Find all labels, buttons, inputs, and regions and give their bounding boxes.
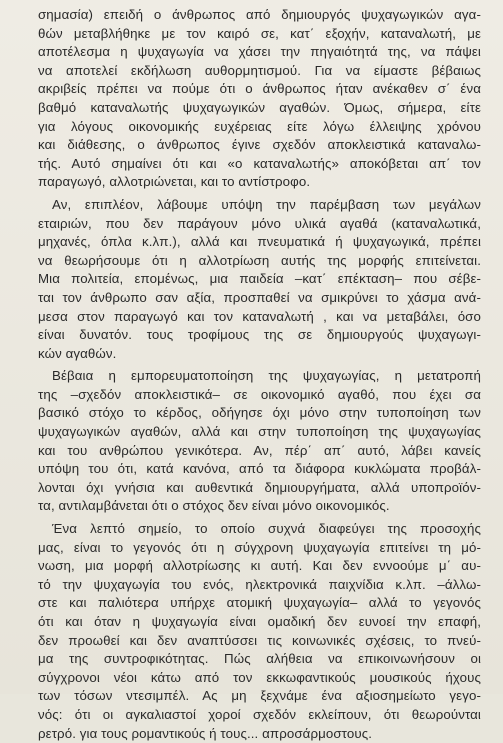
- text-line: ότι και όταν η ψυχαγωγία είναι ομαδική δεν ευνοεί την επαφή,: [38, 614, 481, 629]
- paragraph-2: [38, 196, 481, 363]
- text-line: θών μεταβλήθηκε με τον καιρό σε, κατ΄ εξοχήν, καταναλωτή, με: [38, 25, 481, 41]
- text-line: Βέβαια η εμπορευματοποίηση της ψυχαγωγίας, η μετατροπή: [52, 368, 481, 384]
- text-line: μα της συντροφικότητας. Πώς αλήθεια να επικοινωνήσουν οι: [38, 651, 481, 667]
- text-line: μηχανές, όπλα κ.λπ.), αλλά και πνευματικά ή ψυχαγωγικά, πρέπει: [38, 234, 481, 250]
- text-line: ται τον άνθρωπο σαν αξία, προσπαθεί να σμικρύνει το χάσμα ανά-: [38, 289, 481, 305]
- text-line: σύγχρονοι νέοι κάτω από τον εκκωφαντικούς μουσικούς ήχους: [38, 669, 481, 685]
- text-line: μεσα στον παραγωγό και τον καταναλωτή , και να μεταβάλει, όσο: [38, 308, 481, 324]
- text-line: των τόσων ντεσιμπέλ. Ας μη ξεχνάμε ένα αξιοσημείωτο γεγο-: [38, 688, 481, 704]
- text-line: τό την ψυχαγωγία του ενός, ηλεκτρονικά παιχνίδια κ.λπ. –άλλω-: [38, 576, 481, 592]
- text-line: να θεωρήσουμε ότι η αλλοτρίωση αυτής της μορφής επιτείνεται.: [38, 252, 481, 268]
- text-line: μας, είναι το γεγονός ότι η σύγχρονη ψυχαγωγία επιτείνει τη μό-: [38, 539, 481, 555]
- text-line: τής. Αυτό σημαίνει ότι και «ο καταναλωτής» αποκόβεται απ΄ τον: [38, 155, 481, 171]
- text-line: νωση, μια μορφή αλλοτρίωσης κι αυτή. Και δεν εννοούμε μ΄ αυ-: [38, 558, 481, 574]
- text-line: κών αγαθών.: [38, 345, 117, 361]
- text-line: ακριβείς πρέπει να πούμε ότι ο άνθρωπος ήταν ανέκαθεν σ΄ ένα: [38, 81, 481, 97]
- text-line: υπόψη του ότι, κατά κανόνα, από τα διάφορα κυκλώματα προβάλ-: [38, 461, 481, 477]
- text-line: στε και παλιότερα υπήρχε ατομική ψυχαγωγία– αλλά το γεγονός: [38, 595, 481, 611]
- text-line: βασικό στόχο το κέρδος, οδήγησε όχι μόνο στην τυποποίηση των: [38, 405, 481, 421]
- text-line: Ένα λεπτό σημείο, το οποίο συχνά διαφεύγει της προσοχής: [52, 521, 481, 537]
- text-line: αποτέλεσμα η ψυχαγωγία να χάσει την πηγαιότητά της, να πάψει: [38, 44, 481, 60]
- text-line: ψυχαγωγικών αγαθών, αλλά και στην τυποποίηση της ψυχαγωγίας: [38, 424, 481, 440]
- text-line: να αποτελεί εκδήλωση αυθορμητισμού. Για να είμαστε βέβαιως: [38, 62, 481, 78]
- paragraph-1: [38, 6, 481, 192]
- paragraph-4: [38, 520, 481, 743]
- text-line: για λόγους οικονομικής ευχέρειας είτε λόγω έλλειψης χρόνου: [38, 118, 481, 134]
- paragraph-3: [38, 367, 481, 516]
- text-line: Μια πολιτεία, επομένως, μια παιδεία –κατ΄ επέκταση– που σέβε-: [38, 271, 481, 287]
- text-line: Αν, επιπλέον, λάβουμε υπόψη την παρέμβαση των μεγάλων: [52, 196, 481, 212]
- text-line: λονται όχι γνήσια και αυθεντικά δημιουργήματα, αλλά υποπροϊόν-: [38, 479, 481, 495]
- text-line: και του ανθρώπου γενικότερα. Αν, πέρ΄ απ΄ αυτό, λάβει κανείς: [38, 442, 481, 458]
- text-line: και διάθεσης, ο άνθρωπος έγινε σχεδόν αποκλειστικά καταναλω-: [38, 137, 481, 153]
- text-line: παραγωγό, αλλοτριώνεται, και το αντίστροφο.: [38, 174, 311, 190]
- text-line: δεν προωθεί και δεν αναπτύσσει τις κοινωνικές σχέσεις, το πνεύ-: [38, 632, 481, 648]
- text-line: εταιριών, που δεν παράγουν μόνο υλικά αγαθά (καταναλωτικά,: [38, 215, 481, 231]
- text-line: τα, αντιλαμβάνεται ότι ο στόχος δεν είναι μόνο οικονομικός.: [38, 498, 390, 514]
- text-line: βαθμό καταναλωτής ψυχαγωγικών αγαθών. Όμως, σήμερα, είτε: [38, 99, 481, 115]
- text-line: νός: ότι οι αγκαλιαστοί χοροί σχεδόν εκλείπουν, ότι θεωρούνται: [38, 706, 481, 722]
- text-line: ρετρό. για τους ρομαντικούς ή τους... απροσάρμοστους.: [38, 725, 373, 741]
- text-line: σημασία) επειδή ο άνθρωπος από δημιουργός ψυχαγωγικών αγα-: [38, 7, 481, 22]
- text-line: είναι δυνατόν. τους τροφίμους της σε δημιουργούς ψυχαγωγι-: [38, 327, 481, 343]
- text-line: της –σχεδόν αποκλειστικά– σε οικονομικό αγαθό, που έχει σα: [38, 386, 481, 402]
